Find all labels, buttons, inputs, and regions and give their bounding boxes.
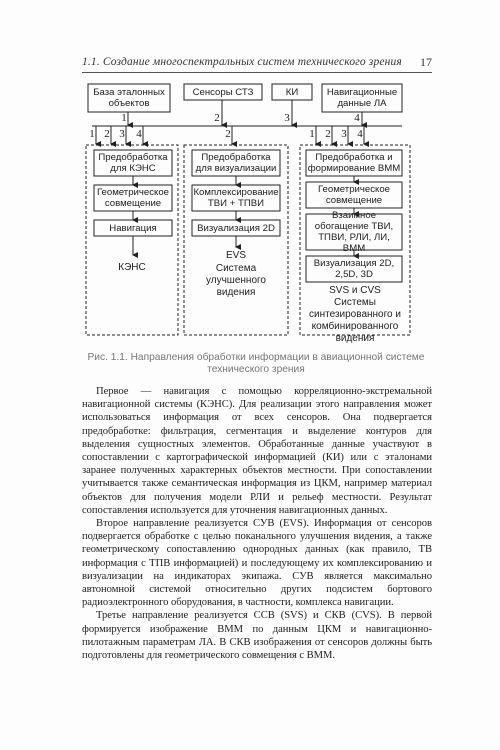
figure-diagram (0, 0, 500, 345)
col3-input-2: 2 (325, 128, 331, 140)
col2-system-title: EVS (225, 250, 246, 261)
arrow-number-1: 1 (121, 112, 127, 124)
page-number: 17 (420, 55, 432, 69)
col2-fusion: Комплексирование ТВИ + ТПВИ (193, 187, 279, 209)
col3-visualization: Визуализация 2D, 2,5D, 3D (313, 258, 395, 280)
col3-system-title: SVS и CVS (329, 285, 381, 296)
col1-input-1: 1 (89, 128, 95, 140)
arrow-number-3: 3 (284, 112, 290, 124)
col2-input-2: 2 (225, 128, 231, 140)
source-ki-label: КИ (285, 86, 299, 98)
running-header-title: 1.1. Создание многоспектральных систем технического зрения (82, 56, 402, 68)
figure-caption: Рис. 1.1. Направления обработки информации в авиационной системе технического зрения (87, 352, 425, 375)
paragraph-1: Первое — навигация с помощью корреляционно-экстремальной навигационной системы (КЭНС). Для реализации этого направления может использоваться информация от всех сенсоров. Она подвергается предобработке: фильтрация, сегментация и выделение контуров для выделения сущностных элементов. Обработанные данные участвуют в сопоставлении с картографической информацией (КИ) или с эталонами заранее полученных характерных объектов местности. При сопоставлении учитывается также семантическая информация из ЦКМ, например материал объектов для получения модели РЛИ и рельеф местности. Результат сопоставления используется для уточнения навигационных данных. (82, 386, 432, 516)
col3-preprocessing: Предобработка и формирование ВММ (307, 152, 401, 174)
col2-system-description: Система улучшенного видения (205, 263, 266, 298)
arrow-number-4: 4 (354, 112, 360, 124)
col3-system-description: Системы синтезированного и комбинированного видения (309, 297, 401, 344)
col1-preprocessing: Предобработка для КЭНС (98, 152, 168, 174)
col3-geometric-alignment: Геометрическое совмещение (317, 184, 391, 206)
col2-preprocessing: Предобработка для визуализации (195, 152, 277, 174)
col1-input-2: 2 (104, 128, 110, 140)
col3-mutual-enrichment: Взаимное обогащение ТВИ, ТПВИ, РЛИ, ЛИ, ВММ (314, 210, 394, 254)
source-sensors-label: Сенсоры СТЗ (192, 86, 254, 98)
paragraph-2: Второе направление реализуется СУВ (EVS). Информация от сенсоров подвергается обработке с целью поканального улучшения видения, а также геометрическому сопоставлению однородных данных (как правило, ТВ информация с ТПВ информацией) и последующему их комплексированию и визуализации на индикаторах экипажа. СУВ является максимально автономной системой относительно других подсистем бортового радиоэлектронного оборудования, в частности, комплекса навигации. (82, 518, 432, 609)
paragraph-3: Третье направление реализуется ССВ (SVS) и СКВ (CVS). В первой формируется изображение ВММ по данным ЦКМ и навигационно-пилотажным параметрам ЛА. В СКВ изображения от сенсоров должны быть подготовлены для геометрического совмещения с ВММ. (82, 610, 432, 662)
col3-input-4: 4 (357, 128, 363, 140)
col1-system-label: КЭНС (118, 262, 146, 273)
source-nav-label: Навигационные данные ЛА (326, 87, 398, 109)
body-text (82, 385, 432, 662)
col3-input-1: 1 (309, 128, 315, 140)
col2-visualization: Визуализация 2D (197, 222, 275, 234)
col1-input-3: 3 (119, 128, 125, 140)
arrow-number-2: 2 (214, 112, 220, 124)
col1-navigation: Навигация (109, 222, 157, 234)
source-etalons-label: База эталонных объектов (93, 87, 165, 109)
col1-geometric-alignment: Геометрическое совмещение (96, 187, 170, 209)
col1-input-4: 4 (136, 128, 142, 140)
col3-input-3: 3 (341, 128, 347, 140)
